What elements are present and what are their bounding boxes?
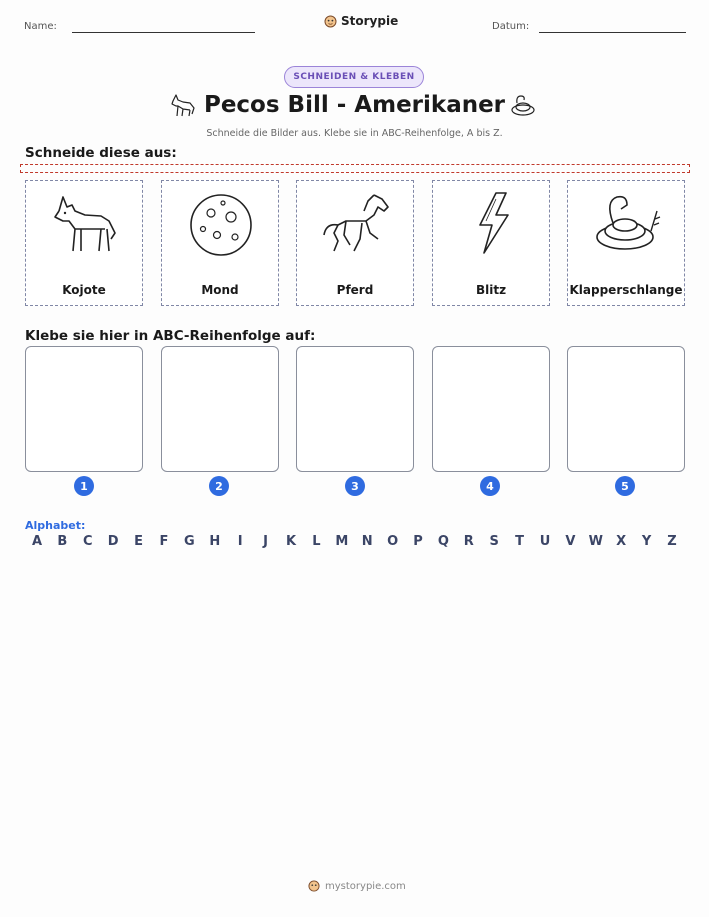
alphabet-letter: F (159, 534, 169, 549)
paste-slot-3[interactable] (296, 346, 414, 472)
brand-name: Storypie (341, 14, 399, 28)
activity-badge: SCHNEIDEN & KLEBEN (284, 66, 424, 88)
alphabet-letter: G (184, 534, 195, 549)
alphabet-letter: N (361, 534, 373, 549)
slot-number-3: 3 (345, 476, 365, 496)
alphabet-letter: Y (641, 534, 652, 549)
cut-card-pferd[interactable] (296, 180, 414, 306)
moon-icon (181, 189, 261, 259)
alphabet-letter: B (57, 534, 68, 549)
rattlesnake-icon (587, 189, 667, 259)
instructions: Schneide die Bilder aus. Klebe sie in ABC-Reihenfolge, A bis Z. (206, 128, 503, 139)
rattlesnake-icon (508, 92, 538, 118)
alphabet-heading: Alphabet: (25, 519, 86, 532)
alphabet-letter: Q (437, 534, 449, 549)
alphabet-letter: H (209, 534, 221, 549)
cut-card-klapperschlange[interactable] (567, 180, 685, 306)
slot-number-4: 4 (480, 476, 500, 496)
alphabet-letter: I (237, 534, 243, 549)
storypie-mascot-icon (324, 15, 337, 28)
horse-icon (316, 189, 396, 259)
alphabet-letter: J (263, 534, 269, 549)
alphabet-letter: X (616, 534, 627, 549)
paste-slot-5[interactable] (567, 346, 685, 472)
slot-number-1: 1 (74, 476, 94, 496)
brand-logo (324, 14, 398, 28)
card-label: Kojote (62, 283, 106, 297)
paste-slot-4[interactable] (432, 346, 550, 472)
alphabet-letter: U (539, 534, 551, 549)
cut-line (20, 164, 690, 173)
alphabet-letter: M (335, 534, 349, 549)
alphabet-letter: T (515, 534, 525, 549)
card-label: Klapperschlange (569, 283, 683, 297)
alphabet-letter: D (107, 534, 119, 549)
alphabet-letter: C (83, 534, 93, 549)
alphabet-letter: P (413, 534, 423, 549)
alphabet-letter: A (31, 534, 43, 549)
alphabet-letter: V (565, 534, 576, 549)
paste-slot-2[interactable] (161, 346, 279, 472)
card-label: Mond (201, 283, 239, 297)
alphabet-letter: L (312, 534, 321, 549)
alphabet-letter: K (285, 534, 297, 549)
footer-url: mystorypie.com (325, 880, 406, 892)
date-line[interactable] (539, 32, 686, 33)
lightning-icon (452, 189, 532, 259)
slot-number-5: 5 (615, 476, 635, 496)
cut-card-kojote[interactable] (25, 180, 143, 306)
paste-slot-1[interactable] (25, 346, 143, 472)
cut-card-blitz[interactable] (432, 180, 550, 306)
name-label: Name: (24, 21, 57, 32)
paste-section-heading: Klebe sie hier in ABC-Reihenfolge auf: (25, 328, 316, 344)
alphabet-letter: O (387, 534, 399, 549)
card-label: Blitz (475, 283, 507, 297)
storypie-mascot-icon (308, 880, 320, 892)
card-label: Pferd (336, 283, 374, 297)
cut-section-heading: Schneide diese aus: (25, 145, 177, 161)
page-title: Pecos Bill - Amerikaner (203, 92, 506, 118)
slot-number-2: 2 (209, 476, 229, 496)
coyote-icon (45, 189, 125, 259)
name-line[interactable] (72, 32, 255, 33)
cut-card-mond[interactable] (161, 180, 279, 306)
alphabet-letter: R (463, 534, 474, 549)
alphabet-letter: S (489, 534, 499, 549)
alphabet-letter: W (588, 534, 603, 549)
alphabet-letter: Z (667, 534, 677, 549)
alphabet-letter: E (134, 534, 144, 549)
footer (308, 880, 406, 892)
date-label: Datum: (492, 21, 530, 32)
